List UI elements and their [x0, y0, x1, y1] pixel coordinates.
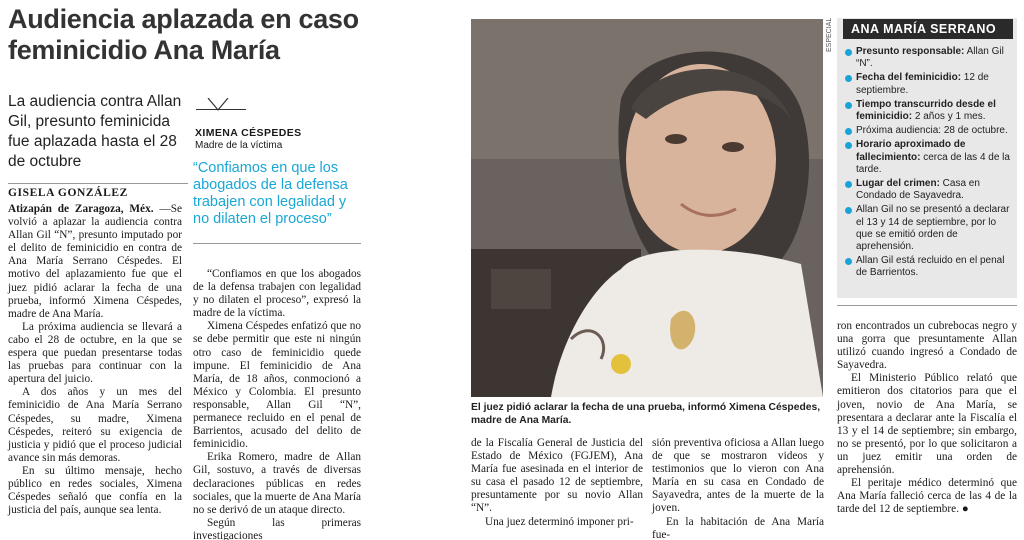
paragraph: En su último mensaje, hecho público en redes sociales, Ximena Céspedes señaló que confía en la justicia del país, aunque sea lenta.	[8, 464, 182, 517]
byline: GISELA GONZÁLEZ	[8, 183, 188, 199]
speaker-role: Madre de la víctima	[195, 140, 283, 151]
paragraph: Según las primeras investigaciones	[193, 516, 361, 540]
paragraph: Erika Romero, madre de Allan Gil, sostuvo, a través de diversas declaraciones públicas en redes sociales, que la muerte de Ana María no se derivó de un ataque directo.	[193, 451, 361, 516]
divider	[837, 305, 1017, 306]
dateline: Atizapán de Zaragoza, Méx.	[8, 203, 154, 215]
factbox-item: Fecha del feminicidio: 12 de septiembre.	[845, 72, 1011, 96]
factbox-item: Lugar del crimen: Casa en Condado de Sayavedra.	[845, 178, 1011, 202]
article-column-1	[8, 203, 182, 517]
paragraph: “Confiamos en que los abogados de la defensa trabajen con legalidad y no dilaten el proceso”, expresó la madre de la víctima.	[193, 268, 361, 320]
paragraph: Una juez determinó imponer pri-	[485, 515, 634, 528]
factbox-title: ANA MARÍA SERRANO	[843, 19, 1013, 39]
paragraph: ron encontrados un cubrebocas negro y una gorra que presuntamente Allan utilizó cuando ingresó a Condado de Sayavedra.	[837, 320, 1017, 372]
article-column-5	[837, 320, 1017, 516]
divider	[193, 243, 361, 244]
paragraph: El peritaje médico determinó que Ana María falleció cerca de las 4 de la tarde del 12 de septiembre. ●	[837, 477, 1017, 516]
photo-caption: El juez pidió aclarar la fecha de una prueba, informó Ximena Céspedes, madre de Ana María.	[471, 402, 821, 426]
speaker-name: XIMENA CÉSPEDES	[195, 127, 302, 139]
paragraph: A dos años y un mes del feminicidio de Ana María Serrano Céspedes, su madre, Ximena Céspedes, reiteró su exigencia de justicia y pidió que el proceso judicial avance sin más demoras.	[8, 386, 182, 464]
portrait-photo	[471, 19, 823, 397]
factbox-item: Tiempo transcurrido desde el feminicidio: 2 años y 1 mes.	[845, 99, 1011, 123]
photo-credit: ESPECIAL	[826, 17, 833, 52]
article-column-3	[471, 437, 643, 529]
paragraph: La próxima audiencia se llevará a cabo el 28 de octubre, en la que se espera que puedan presentarse todas las pruebas para continuar con la apertura del juicio.	[8, 320, 182, 386]
factbox-item: Allan Gil está recluido en el penal de Barrientos.	[845, 255, 1011, 279]
factbox-list	[845, 46, 1011, 282]
factbox-item: Próxima audiencia: 28 de octubre.	[845, 125, 1011, 137]
paragraph: En la habitación de Ana María fue-	[652, 515, 824, 540]
paragraph: de la Fiscalía General de Justicia del Estado de México (FGJEM), Ana María fue asesinada en el interior de su casa el pasado 12 de septiembre, presuntamente por su novio Allan “N”.	[471, 437, 643, 515]
paragraph: Ximena Céspedes enfatizó que no se debe permitir que este ni ningún otro caso de feminicidio quede impune. El feminicidio de Ana María, de 18 años, conmocionó a México y Colombia. El presunto responsable, Allan Gil “N”, permanece recluido en el penal de Barrientos, acusado del delito de feminicidio.	[193, 320, 361, 451]
pull-quote: “Confiamos en que los abogados de la defensa trabajen con legalidad y no dilaten el proceso”	[193, 160, 348, 227]
paragraph: sión preventiva oficiosa a Allan luego de que se mostraron videos y testimonios que lo vieron con Ana María en su casa en Condado de Sayavedra, antes de la muerte de la joven.	[652, 437, 824, 515]
headline: Audiencia aplazada en caso feminicidio Ana María	[8, 4, 359, 65]
paragraph: Atizapán de Zaragoza, Méx. —Se volvió a aplazar la audiencia contra Allan Gil “N”, presunto imputado por el delito de feminicidio en contra de Ana María Serrano Céspedes. El motivo del aplazamiento fue que el juez pidió aclarar la fecha de una prueba, informó Ximena Céspedes, madre de Ana María.	[8, 203, 182, 320]
article-column-2	[193, 268, 361, 540]
article-column-4	[652, 437, 824, 540]
factbox-item: Horario aproximado de fallecimiento: cerca de las 4 de la tarde.	[845, 139, 1011, 176]
factbox-item: Allan Gil no se presentó a declarar el 13 y 14 de septiembre, por lo que se emitió orden de aprehensión.	[845, 204, 1011, 253]
factbox-item: Presunto responsable: Allan Gil “N”.	[845, 46, 1011, 70]
deck: La audiencia contra Allan Gil, presunto feminicida fue aplazada hasta el 28 de octubre	[8, 93, 182, 170]
paragraph: El Ministerio Público relató que emitieron dos citatorios para que el joven, novio de Ana María, se presentara a declarar ante la Fiscalía el 13 y el 14 de septiembre; sin embargo, no se presentó, por lo que solicitaron a un juez emitir una orden de aprehensión.	[837, 372, 1017, 477]
quote-pointer	[196, 98, 246, 110]
